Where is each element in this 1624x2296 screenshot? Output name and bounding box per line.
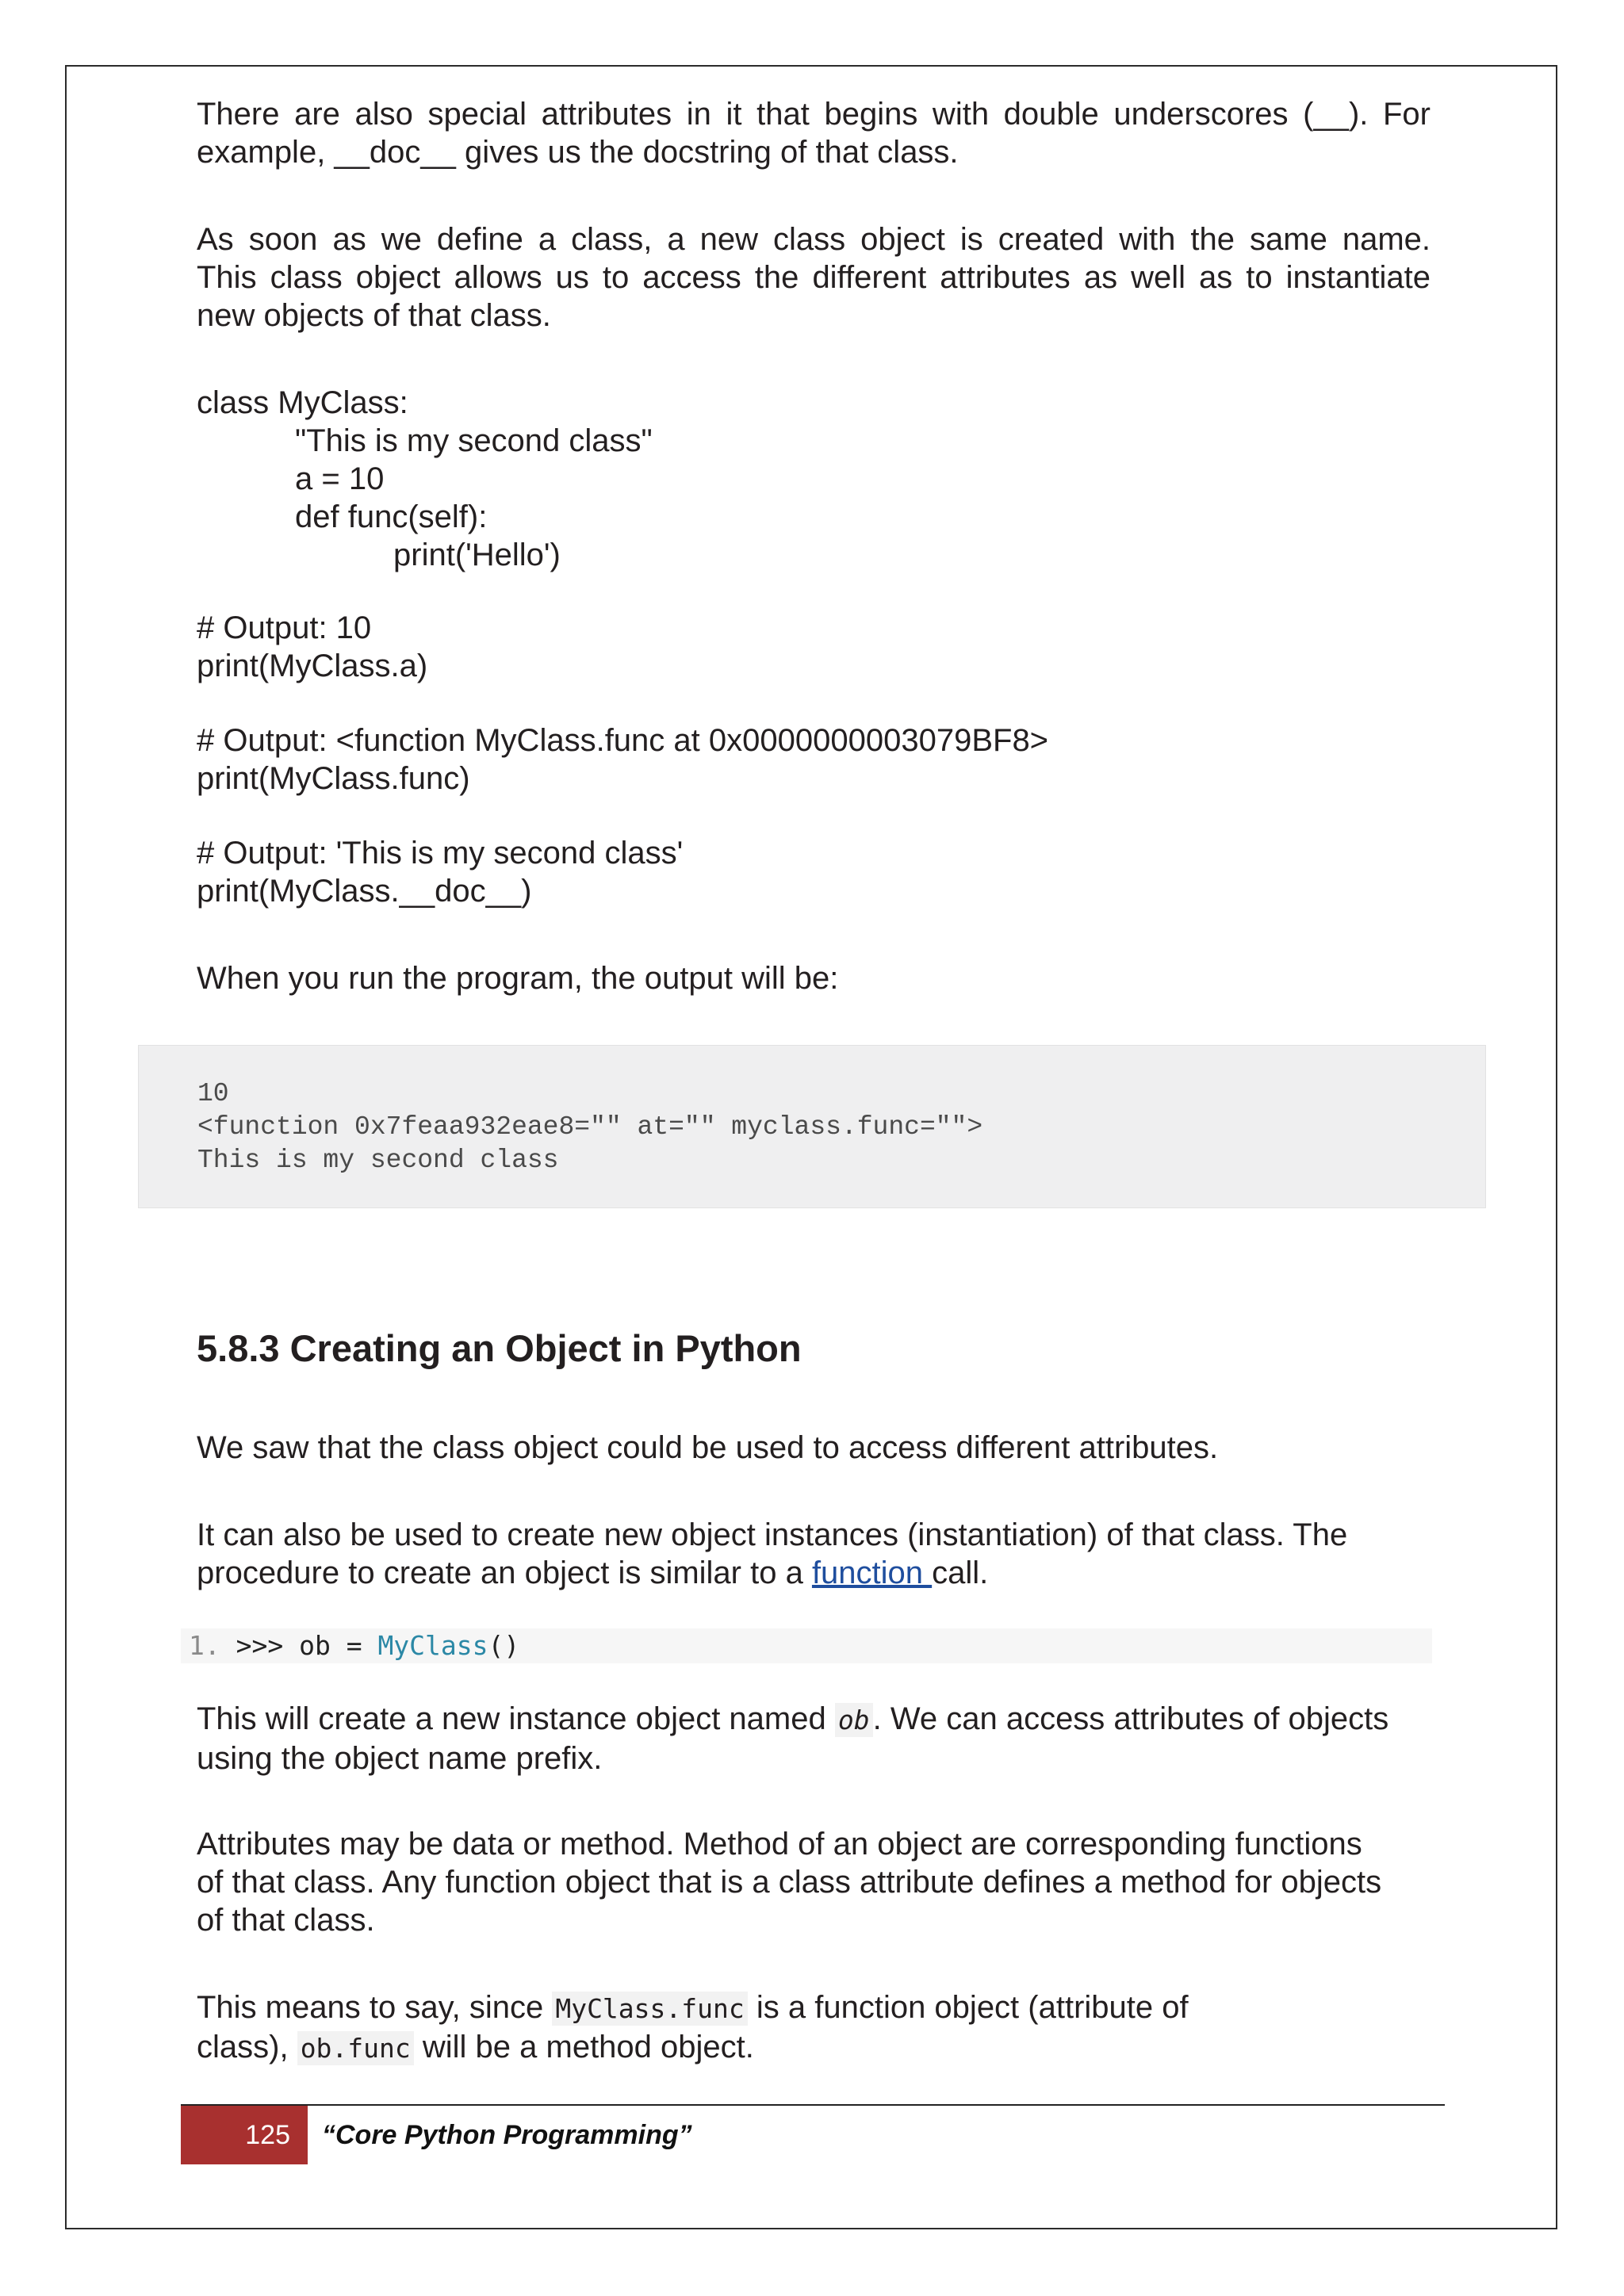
inline-code: ob <box>835 1703 873 1737</box>
intro-paragraph-2: As soon as we define a class, a new class object is created with the same name. This class object allows us to access the different attributes as well as to instantiate new objects of that class. <box>197 222 1431 333</box>
code-line: "This is my second class" <box>295 423 653 458</box>
code-line: a = 10 <box>295 461 385 496</box>
code-line: # Output: <function MyClass.func at 0x0000000003079BF8> <box>197 723 1049 758</box>
inline-code: ob.func <box>297 2031 414 2065</box>
section-paragraph-2: It can also be used to create new object instances (instantiation) of that class. The procedure to create an object is similar to a function call. <box>197 1517 1348 1590</box>
code-line: print('Hello') <box>393 538 561 572</box>
section-paragraph-5: This means to say, since MyClass.func is a function object (attribute of class), ob.func will be a method object. <box>197 1990 1189 2064</box>
code-line: print(MyClass.a) <box>197 649 428 683</box>
code-line: def func(self): <box>295 499 488 534</box>
book-title: “Core Python Programming” <box>322 2120 692 2150</box>
section-paragraph-4: Attributes may be data or method. Method of an object are corresponding functions of that class. Any function object that is a class attribute defines a method for objects of that class. <box>197 1827 1382 1938</box>
section-paragraph-3: This will create a new instance object named ob . We can access attributes of objects using the object name prefix. <box>197 1701 1389 1776</box>
output-block <box>138 1045 1486 1208</box>
code-line: print(MyClass.__doc__) <box>197 874 532 909</box>
code-line: # Output: 'This is my second class' <box>197 836 684 871</box>
output-line: <function 0x7feaa932eae8="" at="" myclass.func=""> <box>197 1112 983 1142</box>
intro-paragraph-1: There are also special attributes in it that begins with double underscores (__). For example, __doc__ gives us the docstring of that class. <box>197 97 1431 170</box>
output-line: This is my second class <box>197 1146 559 1175</box>
line-number: 1. <box>189 1630 220 1661</box>
function-link[interactable]: function <box>811 1556 933 1590</box>
section-heading: 5.8.3 Creating an Object in Python <box>197 1327 802 1369</box>
page-number: 125 <box>181 2106 308 2164</box>
code-line: class MyClass: <box>197 385 408 420</box>
code-line: print(MyClass.func) <box>197 761 470 796</box>
section-paragraph-1: We saw that the class object could be used to access different attributes. <box>197 1430 1219 1465</box>
output-line: 10 <box>197 1079 229 1108</box>
code-line: # Output: 10 <box>197 610 372 645</box>
run-program-text: When you run the program, the output will be: <box>197 961 839 996</box>
code-snippet: 1. >>> ob = MyClass() <box>181 1628 1432 1663</box>
inline-code: MyClass.func <box>552 1992 747 2026</box>
